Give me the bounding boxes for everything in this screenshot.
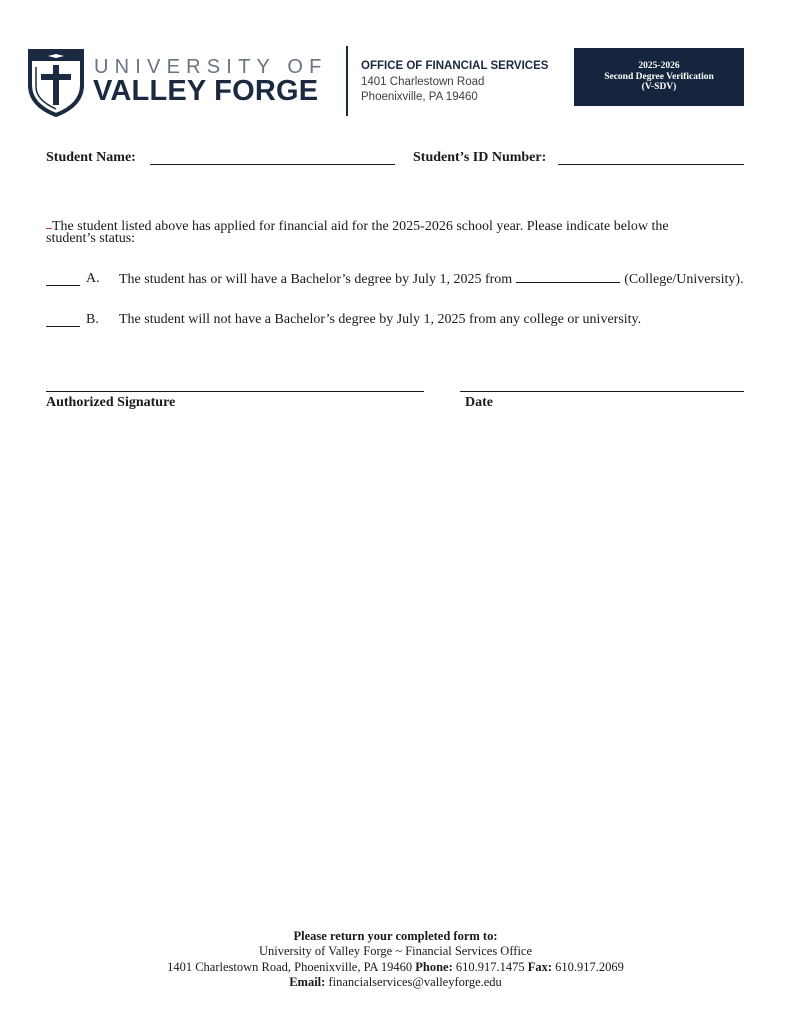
logo-valley-forge: VALLEY FORGE	[93, 75, 319, 107]
intro-line-1: The student listed above has applied for financial aid for the 2025-2026 school year. Please indicate below the	[52, 219, 669, 234]
footer-return-label: Please return your completed form to:	[293, 929, 498, 943]
option-a-checkbox[interactable]	[46, 285, 80, 286]
student-name-label: Student Name:	[46, 150, 136, 165]
form-year: 2025-2026	[638, 61, 680, 72]
signature-field[interactable]	[46, 391, 424, 392]
footer-email[interactable]: financialservices@valleyforge.edu	[328, 975, 502, 989]
office-address-line2: Phoenixville, PA 19460	[361, 91, 478, 103]
office-title: OFFICE OF FINANCIAL SERVICES	[361, 60, 549, 72]
option-a-text-before: The student has or will have a Bachelor’s degree by July 1, 2025 from	[119, 272, 513, 287]
footer-email-label: Email:	[289, 975, 326, 989]
footer-fax-label: Fax:	[527, 960, 553, 974]
option-b-letter: B.	[86, 312, 99, 327]
student-name-field[interactable]	[150, 164, 395, 165]
footer-office-line: University of Valley Forge ~ Financial Services Office	[258, 944, 533, 958]
office-address-line1: 1401 Charlestown Road	[361, 76, 485, 88]
form-id-box	[574, 48, 744, 106]
form-name: Second Degree Verification	[604, 71, 714, 82]
footer-phone: 610.917.1475	[455, 960, 525, 974]
student-id-label: Student’s ID Number:	[413, 150, 547, 165]
logo-university-of: UNIVERSITY OF	[94, 56, 328, 78]
footer-address: 1401 Charlestown Road, Phoenixville, PA 19460	[167, 960, 413, 974]
header-divider	[346, 46, 348, 116]
option-a-letter: A.	[86, 271, 100, 286]
option-a-text-after: (College/University).	[624, 272, 744, 287]
footer-email-line	[0, 975, 791, 990]
form-code: (V-SDV)	[641, 82, 677, 93]
option-b-checkbox[interactable]	[46, 326, 80, 327]
signature-label: Authorized Signature	[46, 395, 176, 410]
date-field[interactable]	[460, 391, 744, 392]
option-b-text: The student will not have a Bachelor’s degree by July 1, 2025 from any college or university.	[119, 312, 642, 327]
footer-contact-line	[0, 960, 791, 975]
option-a-text	[119, 271, 744, 288]
footer-fax: 610.917.2069	[555, 960, 624, 974]
intro-line-2: student’s status:	[46, 231, 136, 246]
college-field[interactable]	[516, 271, 620, 283]
student-id-field[interactable]	[558, 164, 744, 165]
university-shield-logo-icon	[27, 47, 85, 117]
footer-phone-label: Phone:	[415, 960, 453, 974]
date-label: Date	[465, 395, 493, 410]
